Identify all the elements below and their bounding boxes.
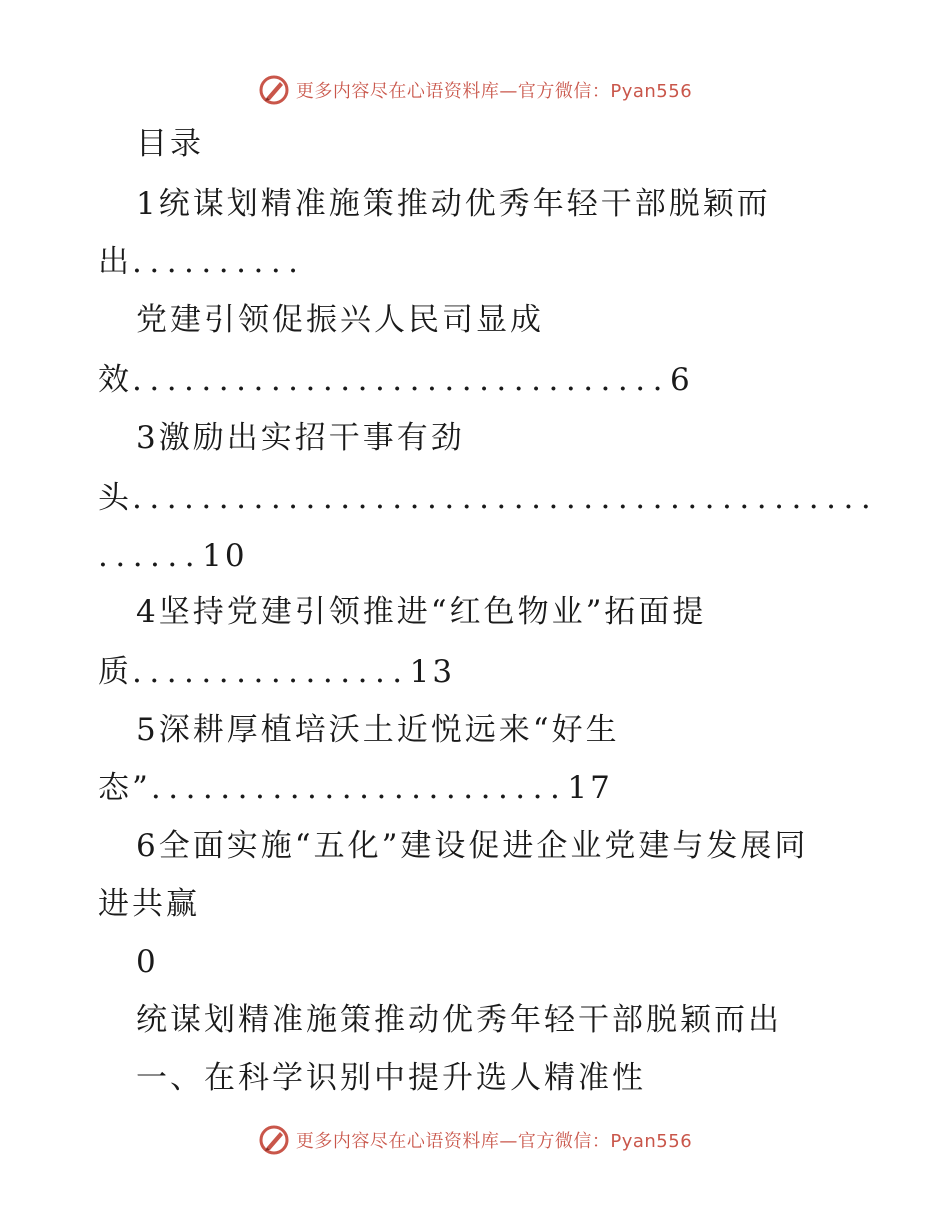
- footer-watermark-banner: [0, 1120, 950, 1160]
- toc-entry-4-wrap: 质: [98, 654, 132, 690]
- toc-entry-3-continuation: [98, 478, 878, 518]
- watermark-text: 更多内容尽在心语资料库—官方微信：Pyan556: [295, 1131, 693, 1152]
- toc-entry-3-page: 10: [202, 538, 248, 574]
- toc-entry-6-wrap: 进共赢: [98, 886, 200, 922]
- toc-entry-3-wrap: 头: [98, 480, 132, 516]
- toc-entry-3-leader: ...........................................: [132, 480, 879, 516]
- toc-entry-1-title: 1统谋划精准施策推动优秀年轻干部脱颖而: [136, 186, 771, 222]
- toc-entry-2-continuation: [98, 360, 693, 400]
- toc-entry-2-title: 党建引领促振兴人民司显成: [136, 302, 544, 338]
- toc-entry-2-leader: ...............................: [132, 362, 670, 398]
- toc-entry-2-page: 6: [669, 362, 693, 398]
- watermark-text: 更多内容尽在心语资料库—官方微信：Pyan556: [295, 81, 693, 102]
- section-subtitle: 一、在科学识别中提升选人精准性: [136, 1060, 646, 1096]
- toc-entry-3-title: 3激励出实招干事有劲: [136, 420, 465, 456]
- toc-entry-5-continuation: [98, 768, 613, 808]
- toc-entry-2-wrap: 效: [98, 362, 132, 398]
- toc-entry-1-leader: ..........: [132, 244, 306, 280]
- toc-entry-1-continuation: [98, 242, 306, 282]
- section-title: 统谋划精准施策推动优秀年轻干部脱颖而出: [136, 1002, 782, 1038]
- toc-entry-3-leader-2: ......: [98, 538, 203, 574]
- toc-title: 目录: [136, 126, 204, 162]
- toc-entry-5-leader: ........................: [150, 770, 568, 806]
- toc-entry-6-page: 0: [136, 944, 159, 980]
- toc-entry-4-title: 4坚持党建引领推进“红色物业”拓面提: [136, 594, 707, 630]
- toc-entry-6-title: 6全面实施“五化”建设促进企业党建与发展同: [136, 828, 809, 864]
- toc-entry-5-wrap: 态”: [98, 770, 151, 806]
- toc-entry-5-title: 5深耕厚植培沃土近悦远来“好生: [136, 712, 620, 748]
- toc-entry-4-page: 13: [409, 654, 456, 690]
- toc-entry-5-page: 17: [567, 770, 613, 806]
- toc-entry-4-leader: ................: [132, 654, 410, 690]
- toc-entry-1-wrap: 出: [98, 244, 132, 280]
- pen-logo-icon: [258, 1124, 290, 1156]
- toc-entry-3-continuation-2: [98, 536, 248, 576]
- toc-entry-4-continuation: [98, 652, 455, 692]
